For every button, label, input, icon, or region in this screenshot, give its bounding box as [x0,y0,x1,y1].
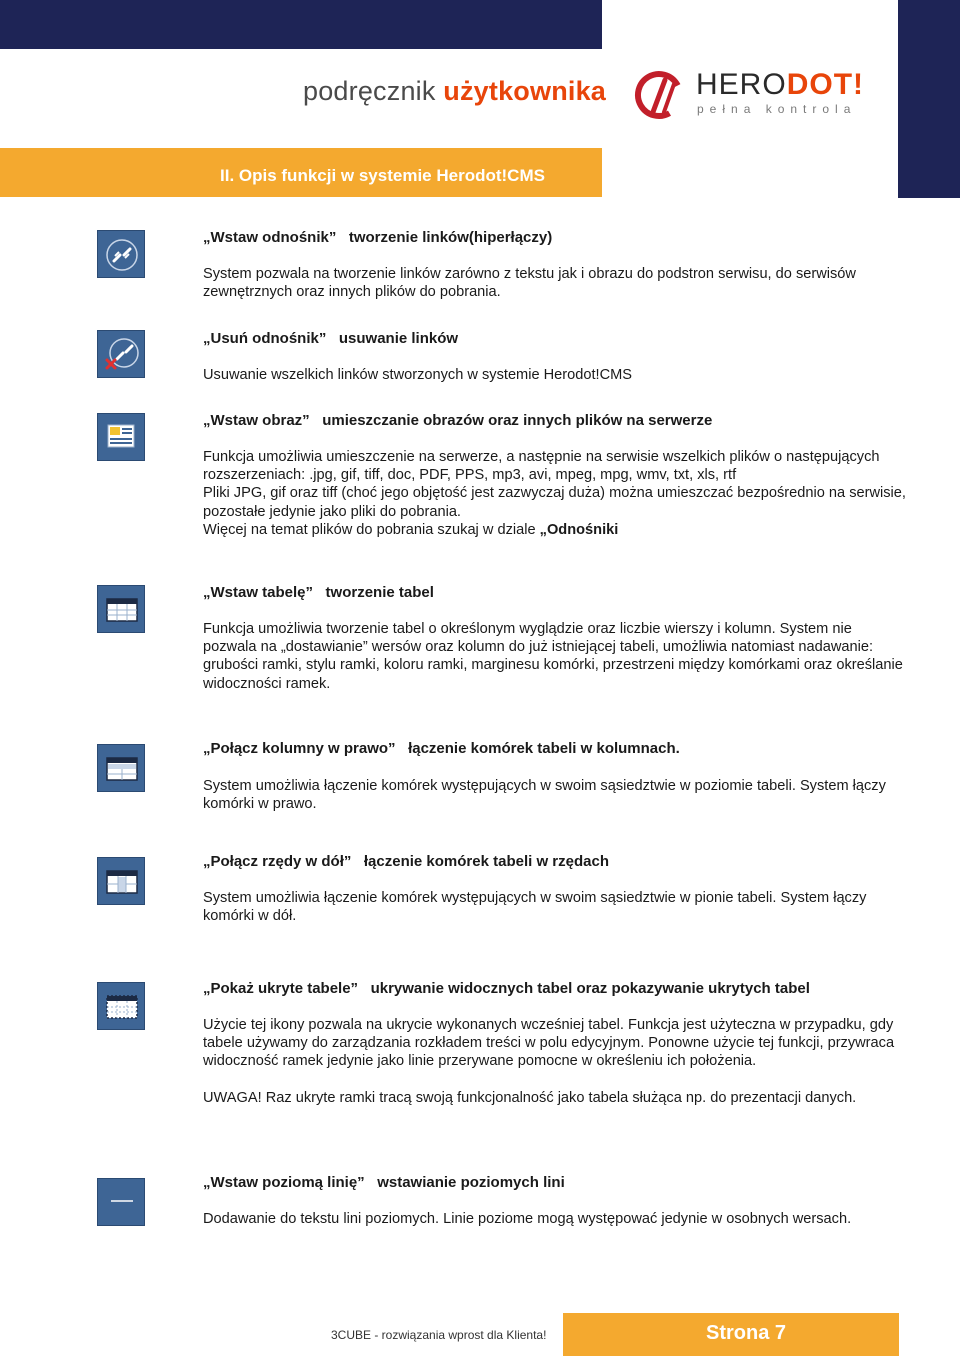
logo-mark-icon [634,70,690,120]
item-text-image: Funkcja umożliwia umieszczenie na serwerze, a następnie na serwisie wszelkich plików o następujących rozszerzeniach: .jpg, gif, tiff, doc, PDF, PPS, mp3, avi, mpeg, mpg, wmv, txt, xls, rtf Pliki JPG, gif oraz tiff (choć jego objętość jest zazwyczaj duża) można umieszczać bezpośrednio na serwisie, pozostałe jedynie jako pliki do pobrania. Więcej na temat plików do pobrania szukaj w dziale „Odnośniki [203,449,906,538]
merge-columns-icon [97,744,145,792]
logo-name: HERODOT! [696,68,865,101]
item-title-table: „Wstaw tabelę” tworzenie tabel [203,584,434,601]
item-title-merge-columns: „Połącz kolumny w prawo” łączenie komórek tabeli w kolumnach. [203,740,680,757]
image-icon [97,413,145,461]
item-text-unlink: Usuwanie wszelkich linków stworzonych w systemie Herodot!CMS [203,367,633,383]
item-title-image: „Wstaw obraz” umieszczanie obrazów oraz innych plików na serwerze [203,412,713,429]
merge-rows-icon [97,857,145,905]
show-hidden-tables-icon [97,982,145,1030]
link-icon [97,230,145,278]
item-text-link: System pozwala na tworzenie linków zarówno z tekstu jak i obrazu do podstron serwisu, do serwisów zewnętrznych oraz innych plików do pobrania. [203,266,856,301]
table-icon [97,585,145,633]
item-title-show-hidden-tables: „Pokaż ukryte tabele” ukrywanie widocznych tabel oraz pokazywanie ukrytych tabel [203,980,810,997]
item-title-horizontal-line: „Wstaw poziomą linię” wstawianie poziomych lini [203,1174,565,1191]
manual-title: podręcznik użytkownika [303,76,607,106]
unlink-icon [97,330,145,378]
top-navy-bar [0,0,602,49]
horizontal-line-icon [97,1178,145,1226]
item-text-table: Funkcja umożliwia tworzenie tabel o określonym wyglądzie oraz liczbie wierszy i kolumn. System nie pozwala na „dostawianie” wersów oraz kolumn do już istniejącej tabeli, umożliwia natomiast nadawanie: grubości ramki, stylu ramki, koloru ramki, marginesu komórki, przestrzeni między komórkami oraz określanie widoczności ramek. [203,621,903,692]
item-text-horizontal-line: Dodawanie do tekstu lini poziomych. Linie poziome mogą występować jedynie w osobnych wersach. [203,1211,852,1227]
page-number: Strona 7 [706,1322,787,1344]
right-navy-bar [898,0,960,198]
item-text-show-hidden-tables: Użycie tej ikony pozwala na ukrycie wykonanych wcześniej tabel. Funkcja jest użyteczna w przypadku, gdy tabele używamy do zarządzania rozkładem treści w polu edycyjnym. Ponowne użycie tej funkcji, przywraca widoczność ramek jedynie jako linie przerywane pomocne w określeniu ich położenia. UWAGA! Raz ukryte ramki tracą swoją funkcjonalność jako tabela służąca np. do prezentacji danych. [203,1017,895,1106]
logo-tagline: pełna kontrola [697,102,857,116]
herodot-logo [634,70,864,120]
item-title-link: „Wstaw odnośnik” tworzenie linków(hiperłączy) [203,229,553,246]
item-title-merge-rows: „Połącz rzędy w dół” łączenie komórek tabeli w rzędach [203,853,609,870]
item-text-merge-rows: System umożliwia łączenie komórek występujących w swoim sąsiedztwie w pionie tabeli. System łączy komórki w dół. [203,890,867,925]
footer-company: 3CUBE - rozwiązania wprost dla Klienta! [331,1328,547,1342]
item-title-unlink: „Usuń odnośnik” usuwanie linków [203,330,459,347]
item-text-merge-columns: System umożliwia łączenie komórek występujących w swoim sąsiedztwie w poziomie tabeli. System łączy komórki w prawo. [203,778,886,813]
section-title: II. Opis funkcji w systemie Herodot!CMS [220,166,545,185]
